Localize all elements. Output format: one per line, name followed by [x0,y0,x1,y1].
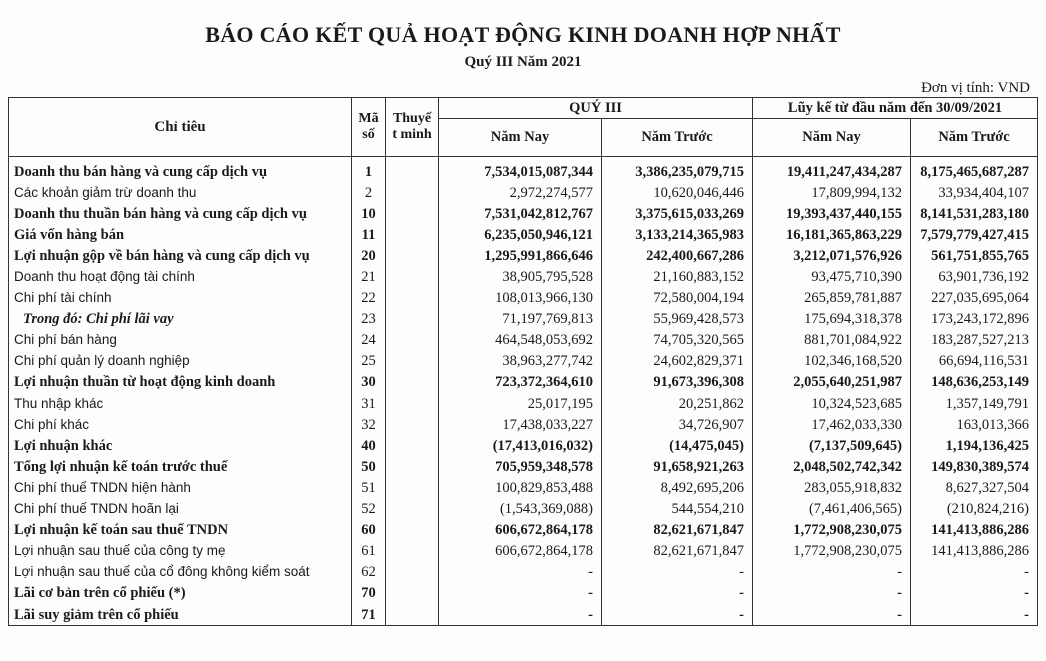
row-code: 50 [352,456,386,477]
row-ytd-this-year: 1,772,908,230,075 [753,520,911,541]
row-ytd-last-year: 1,194,136,425 [911,435,1038,456]
row-quarter-this-year: 7,531,042,812,767 [439,203,602,224]
row-quarter-last-year: 34,726,907 [602,414,753,435]
row-quarter-last-year: 91,673,396,308 [602,372,753,393]
row-code: 2 [352,182,386,203]
header-indicator: Chỉ tiêu [9,98,352,157]
row-quarter-this-year: 7,534,015,087,344 [439,157,602,183]
row-ytd-this-year: 93,475,710,390 [753,266,911,287]
report-title: BÁO CÁO KẾT QUẢ HOẠT ĐỘNG KINH DOANH HỢP NHẤT [205,22,841,47]
row-ytd-this-year: (7,137,509,645) [753,435,911,456]
row-ytd-last-year: 141,413,886,286 [911,541,1038,562]
table-row [9,541,1038,562]
row-label: Giá vốn hàng bán [9,224,352,245]
row-ytd-last-year: - [911,562,1038,583]
row-quarter-last-year: 82,621,671,847 [602,520,753,541]
row-quarter-last-year: 72,580,004,194 [602,288,753,309]
header-ytd-group: Lũy kế từ đầu năm đến 30/09/2021 [753,98,1038,119]
row-quarter-last-year: 3,386,235,079,715 [602,157,753,183]
row-ytd-this-year: (7,461,406,565) [753,499,911,520]
row-code: 60 [352,520,386,541]
row-ytd-last-year: 141,413,886,286 [911,520,1038,541]
row-quarter-this-year: - [439,604,602,626]
row-label: Lợi nhuận kế toán sau thuế TNDN [9,520,352,541]
table-row [9,477,1038,498]
row-quarter-last-year: 544,554,210 [602,499,753,520]
header-code-line1: Mã [358,111,379,126]
row-quarter-last-year: 10,620,046,446 [602,182,753,203]
header-quarter-last-year: Năm Trước [602,119,753,157]
row-ytd-this-year: 881,701,084,922 [753,330,911,351]
row-note [386,604,439,626]
row-quarter-this-year: 38,905,795,528 [439,266,602,287]
row-quarter-last-year: 74,705,320,565 [602,330,753,351]
row-quarter-last-year: - [602,604,753,626]
row-note [386,351,439,372]
row-ytd-this-year: 2,055,640,251,987 [753,372,911,393]
row-ytd-this-year: 10,324,523,685 [753,393,911,414]
row-quarter-this-year: 705,959,348,578 [439,456,602,477]
table-row [9,203,1038,224]
row-label: Chi phí khác [9,414,352,435]
row-quarter-last-year: - [602,583,753,604]
row-quarter-last-year: 91,658,921,263 [602,456,753,477]
table-row [9,224,1038,245]
row-quarter-last-year: - [602,562,753,583]
row-quarter-this-year: 2,972,274,577 [439,182,602,203]
row-code: 61 [352,541,386,562]
row-quarter-last-year: 20,251,862 [602,393,753,414]
row-quarter-this-year: 38,963,277,742 [439,351,602,372]
row-quarter-last-year: 3,133,214,365,983 [602,224,753,245]
row-quarter-this-year: 108,013,966,130 [439,288,602,309]
row-label: Doanh thu thuần bán hàng và cung cấp dịch vụ [9,203,352,224]
row-quarter-this-year: (17,413,016,032) [439,435,602,456]
table-row [9,157,1038,183]
row-quarter-this-year: 1,295,991,866,646 [439,245,602,266]
row-quarter-this-year: 25,017,195 [439,393,602,414]
row-quarter-last-year: (14,475,045) [602,435,753,456]
row-quarter-last-year: 8,492,695,206 [602,477,753,498]
row-ytd-this-year: 19,411,247,434,287 [753,157,911,183]
row-ytd-last-year: 227,035,695,064 [911,288,1038,309]
row-label: Các khoản giảm trừ doanh thu [9,182,352,203]
row-label: Chi phí bán hàng [9,330,352,351]
row-note [386,435,439,456]
row-ytd-last-year: 148,636,253,149 [911,372,1038,393]
row-label: Chi phí quản lý doanh nghiệp [9,351,352,372]
table-row [9,499,1038,520]
row-code: 23 [352,309,386,330]
row-ytd-last-year: 163,013,366 [911,414,1038,435]
table-row [9,182,1038,203]
row-note [386,224,439,245]
table-row [9,288,1038,309]
row-note [386,330,439,351]
row-note [386,157,439,183]
row-ytd-last-year: 183,287,527,213 [911,330,1038,351]
row-ytd-this-year: - [753,583,911,604]
row-quarter-last-year: 242,400,667,286 [602,245,753,266]
row-ytd-this-year: 19,393,437,440,155 [753,203,911,224]
header-quarter-group: QUÝ III [439,98,753,119]
row-ytd-this-year: 102,346,168,520 [753,351,911,372]
row-quarter-this-year: 6,235,050,946,121 [439,224,602,245]
row-ytd-this-year: - [753,562,911,583]
row-code: 20 [352,245,386,266]
row-quarter-last-year: 55,969,428,573 [602,309,753,330]
row-code: 1 [352,157,386,183]
table-body [9,157,1038,626]
row-label: Trong đó: Chi phí lãi vay [9,309,352,330]
row-note [386,562,439,583]
row-label: Tổng lợi nhuận kế toán trước thuế [9,456,352,477]
row-quarter-this-year: - [439,562,602,583]
row-note [386,414,439,435]
row-ytd-last-year: 7,579,779,427,415 [911,224,1038,245]
row-ytd-this-year: - [753,604,911,626]
row-ytd-this-year: 1,772,908,230,075 [753,541,911,562]
row-code: 30 [352,372,386,393]
table-row [9,266,1038,287]
row-note [386,583,439,604]
row-note [386,456,439,477]
row-code: 71 [352,604,386,626]
row-quarter-last-year: 3,375,615,033,269 [602,203,753,224]
header-note-line1: Thuyế [392,111,432,126]
row-ytd-last-year: 173,243,172,896 [911,309,1038,330]
row-quarter-this-year: - [439,583,602,604]
row-code: 31 [352,393,386,414]
row-label: Lãi cơ bản trên cổ phiếu (*) [9,583,352,604]
header-note [386,98,439,157]
currency-unit: Đơn vị tính: VND [921,80,1030,96]
row-note [386,182,439,203]
table-row [9,309,1038,330]
row-code: 10 [352,203,386,224]
table-row [9,562,1038,583]
row-ytd-last-year: 149,830,389,574 [911,456,1038,477]
row-note [386,288,439,309]
row-ytd-this-year: 17,462,033,330 [753,414,911,435]
row-code: 25 [352,351,386,372]
row-ytd-last-year: 63,901,736,192 [911,266,1038,287]
row-ytd-last-year: - [911,604,1038,626]
row-note [386,203,439,224]
row-quarter-this-year: 606,672,864,178 [439,520,602,541]
row-quarter-last-year: 21,160,883,152 [602,266,753,287]
row-quarter-this-year: 606,672,864,178 [439,541,602,562]
row-note [386,372,439,393]
row-label: Lợi nhuận khác [9,435,352,456]
header-note-line2: t minh [392,127,432,142]
table-row [9,583,1038,604]
row-quarter-this-year: 464,548,053,692 [439,330,602,351]
row-code: 62 [352,562,386,583]
row-label: Thu nhập khác [9,393,352,414]
row-ytd-this-year: 175,694,318,378 [753,309,911,330]
row-quarter-this-year: 71,197,769,813 [439,309,602,330]
table-row [9,330,1038,351]
row-note [386,477,439,498]
row-label: Lợi nhuận thuần từ hoạt động kinh doanh [9,372,352,393]
table-row [9,435,1038,456]
table-row [9,245,1038,266]
table-row [9,372,1038,393]
row-code: 51 [352,477,386,498]
row-code: 32 [352,414,386,435]
row-ytd-last-year: 33,934,404,107 [911,182,1038,203]
table-row [9,520,1038,541]
table-row [9,393,1038,414]
row-ytd-this-year: 265,859,781,887 [753,288,911,309]
row-ytd-this-year: 283,055,918,832 [753,477,911,498]
row-label: Lợi nhuận gộp về bán hàng và cung cấp dịch vụ [9,245,352,266]
table-row [9,604,1038,626]
row-code: 22 [352,288,386,309]
header-ytd-this-year: Năm Nay [753,119,911,157]
row-code: 40 [352,435,386,456]
row-label: Doanh thu bán hàng và cung cấp dịch vụ [9,157,352,183]
row-ytd-last-year: 8,627,327,504 [911,477,1038,498]
row-ytd-this-year: 3,212,071,576,926 [753,245,911,266]
row-code: 52 [352,499,386,520]
row-quarter-this-year: 100,829,853,488 [439,477,602,498]
header-code-line2: số [362,127,375,142]
row-code: 24 [352,330,386,351]
row-label: Lợi nhuận sau thuế của công ty mẹ [9,541,352,562]
row-quarter-this-year: (1,543,369,088) [439,499,602,520]
header-code [352,98,386,157]
row-label: Chi phí thuế TNDN hiện hành [9,477,352,498]
row-quarter-this-year: 17,438,033,227 [439,414,602,435]
row-quarter-last-year: 24,602,829,371 [602,351,753,372]
row-note [386,520,439,541]
row-ytd-this-year: 16,181,365,863,229 [753,224,911,245]
row-ytd-last-year: 561,751,855,765 [911,245,1038,266]
row-ytd-this-year: 17,809,994,132 [753,182,911,203]
header-quarter-this-year: Năm Nay [439,119,602,157]
row-note [386,245,439,266]
row-note [386,499,439,520]
row-note [386,309,439,330]
row-code: 11 [352,224,386,245]
row-ytd-last-year: 66,694,116,531 [911,351,1038,372]
row-code: 21 [352,266,386,287]
row-quarter-this-year: 723,372,364,610 [439,372,602,393]
row-note [386,393,439,414]
table-row [9,351,1038,372]
row-ytd-last-year: 8,175,465,687,287 [911,157,1038,183]
row-code: 70 [352,583,386,604]
row-label: Chi phí thuế TNDN hoãn lại [9,499,352,520]
row-ytd-last-year: 1,357,149,791 [911,393,1038,414]
row-ytd-last-year: - [911,583,1038,604]
table-row [9,456,1038,477]
row-label: Lợi nhuận sau thuế của cổ đông không kiểm soát [9,562,352,583]
row-ytd-last-year: 8,141,531,283,180 [911,203,1038,224]
table-row [9,414,1038,435]
row-label: Doanh thu hoạt động tài chính [9,266,352,287]
row-note [386,541,439,562]
row-label: Lãi suy giảm trên cổ phiếu [9,604,352,626]
header-ytd-last-year: Năm Trước [911,119,1038,157]
row-note [386,266,439,287]
report-subtitle: Quý III Năm 2021 [464,54,582,70]
row-ytd-this-year: 2,048,502,742,342 [753,456,911,477]
row-quarter-last-year: 82,621,671,847 [602,541,753,562]
income-statement-table [8,97,1038,626]
row-label: Chi phí tài chính [9,288,352,309]
row-ytd-last-year: (210,824,216) [911,499,1038,520]
